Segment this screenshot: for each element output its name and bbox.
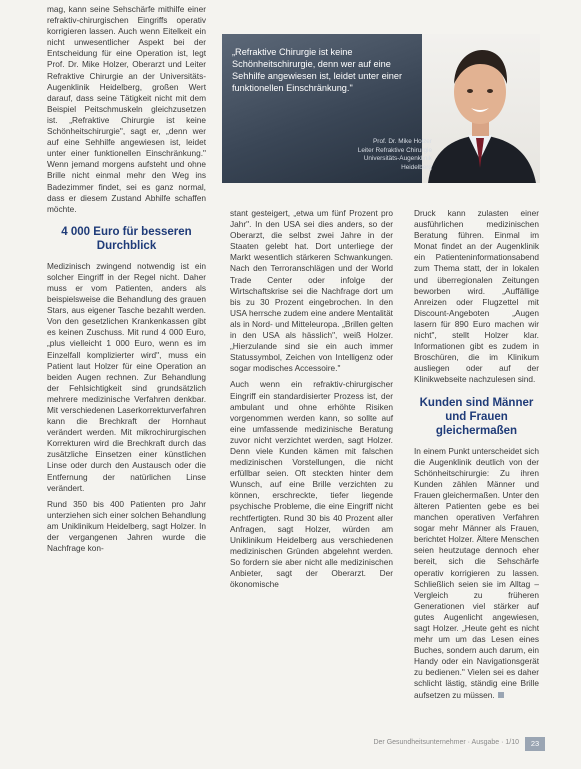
text-column-2 <box>230 208 393 595</box>
caption-name: Prof. Dr. Mike Holzer <box>373 138 432 145</box>
paragraph: Druck kann zulasten einer ausführlichen medizinischen Beratung führen. Einmal im Monat findet an der Augenklinik ein Patienteninformationsabend zum Thema statt, der in lokalen und überregionalen Zeitungen beworben wird. „Auffällige Anreizen oder Flugzettel mit Discount-Angeboten „Augen lasern für 890 Euro machen wir nicht", stellt Holzer klar. Informationen gibt es zudem in Broschüren, die im Klinikum ausliegen oder auf der Klinikwebseite nachzulesen sind. <box>414 208 539 385</box>
photo-caption <box>340 138 432 172</box>
text-column-1 <box>47 4 206 559</box>
caption-organization: Universitäts-Augenklinik Heidelberg <box>363 155 432 171</box>
text-column-3 <box>414 208 539 706</box>
paragraph: Medizinisch zwingend notwendig ist ein solcher Eingriff in der Regel nicht. Daher muss er vom Patienten, anders als beispielsweise die Behandlung des grauen Stars, aus eigener Tasche bezahlt werden. Von den gesetzlichen Krankenkassen gibt es keinen Zuschuss. Mit rund 4 000 Euro, „plus vielleicht 1 000 Euro, wenn es im Einzelfall komplizierter wird", muss ein Patient laut Holzer für eine Operation an beiden Augen rechnen. Zur Behandlung der Fehlsichtigkeit sind grundsätzlich mehrere medizinische Verfahren denkbar. Mit verschiedenen Laserkorrekturverfahren kann die Brechkraft der Hornhaut verändert werden. Mit mikrochirurgischen Korrekturen wird die Brechkraft durch das zusätzliche Einsetzen einer künstlichen Linse oder durch den Austausch oder die Entfernung der natürlichen Linse verändert. <box>47 260 206 493</box>
page-footer <box>373 737 545 751</box>
page-number: 23 <box>525 737 545 751</box>
portrait-photo-with-quote <box>222 34 540 183</box>
paragraph <box>414 446 539 701</box>
paragraph-text: In einem Punkt unterscheidet sich die Augenklinik deutlich von der Schönheitschirurgie: Zu ihren Kunden zählen Männer und Frauen gleichermaßen. Unter den älteren Patienten gebe es bei manchen operativen Verfahren sogar mehr Männer als Frauen, berichtet Holzer. Ältere Menschen seien heutzutage dennoch eher bereit, sich die Sehschärfe operativ korrigieren zu lassen. Schließlich seien sie im Alltag – Vergleich zu früheren Generationen viel stärker auf gutes Augenlicht angewiesen, sagt Holzer. „Heute geht es nicht mehr um um das Lesen eines Buches, sondern auch darum, ein Handy oder ein Navigationsgerät zu bedienen." Vielen sei es daher schlicht lästig, ständig eine Brille aufsetzen zu müssen. <box>414 445 539 700</box>
portrait-figure <box>422 34 540 183</box>
paragraph: Rund 350 bis 400 Patienten pro Jahr unterziehen sich einer solchen Behandlung am Uniklinikum Heidelberg, sagt Holzer. In der vergangenen Jahren wurde die Nachfrage kon- <box>47 498 206 554</box>
end-mark-icon <box>498 692 504 698</box>
section-heading: 4 000 Euro für besseren Durchblick <box>61 225 192 252</box>
paragraph: mag, kann seine Sehschärfe mithilfe einer refraktiv-chirurgischen Eingriffs operativ korrigieren lassen. Auch wenn Eitelkeit ein nicht unwesentlicher Aspekt bei der Entscheidung für eine Operation ist, legt Prof. Dr. Mike Holzer, Oberarzt und Leiter Refraktive Chirurgie an der Universitäts-Augenklinik Heidelberg, großen Wert darauf, dass seine Tätigkeit nicht mit dem Beispiel Peitschmuskeln gleichzusetzen ist. „Refraktive Chirurgie ist keine Schönheitschirurgie", sagt er, „denn wer auf eine Sehhilfe angewiesen ist, leidet unter einer funktionellen Einschränkung." Wenn jemand morgens aufsteht und ohne Brille nicht einmal mehr den Weg ins Badezimmer findet, sei es ganz normal, dass er diesem Zustand Abhilfe schaffen möchte. <box>47 4 206 214</box>
paragraph: stant gesteigert, „etwa um fünf Prozent pro Jahr". In den USA sei dies anders, so der Oberarzt, die selbst zwei Jahre in der Staaten gelebt hat. Dort unterliege der Markt wesentlich stärkeren Schwankungen. Nach den Terroranschlägen und der World Trade Center oder infolge der Wirtschaftskrise sei die Nachfrage dort um bis zu 30 Prozent eingebrochen. In den USA herrsche zudem eine andere Mentalität als in Nord- und Mitteleuropa. „Brillen gelten in den USA als hässlich", weiß Holzer. „Hierzulande sind sie ein auch immer Statussymbol, Zeichen von Intelligenz oder sogar modisches Accessoire." <box>230 208 393 374</box>
footer-publication: Der Gesundheitsunternehmer · Ausgabe · 1/10 <box>373 739 519 746</box>
pull-quote: „Refraktive Chirurgie ist keine Schönheitschirurgie, denn wer auf eine Sehhilfe angewiesen ist, leidet unter einer funktionellen Einschränkung." <box>232 47 403 93</box>
caption-role: Leiter Refraktive Chirurgie <box>357 146 432 154</box>
paragraph: Auch wenn ein refraktiv-chirurgischer Eingriff ein standardisierter Prozess ist, der ambulant und ohne erhöhte Risiken vorgenommen werden kann, so sollte auf eine umfassende medizinische Beratung zuvor nicht verzichtet werden, sagt Holzer. Denn viele Kunden kämen mit falschen medizinischen Vorstellungen, die nicht erfüllbar seien. Oft steckten hinter dem Wunsch, auf eine Brille verzichten zu können, erschreckte, tiefer liegende psychische Probleme, die eine Eingriff nicht rechtfertigten. Rund 30 bis 40 Prozent aller Anfragen, sagt Holzer, würden am Uniklinikum Heidelberg aus verschiedenen medizinischen Gründen abgelehnt werden. So fordern sie aber nicht alle medizinischen Anbieter, sagt der Oberarzt. Der ökonomische <box>230 379 393 590</box>
section-heading: Kunden sind Männer und Frauen gleichermaßen <box>419 396 534 437</box>
